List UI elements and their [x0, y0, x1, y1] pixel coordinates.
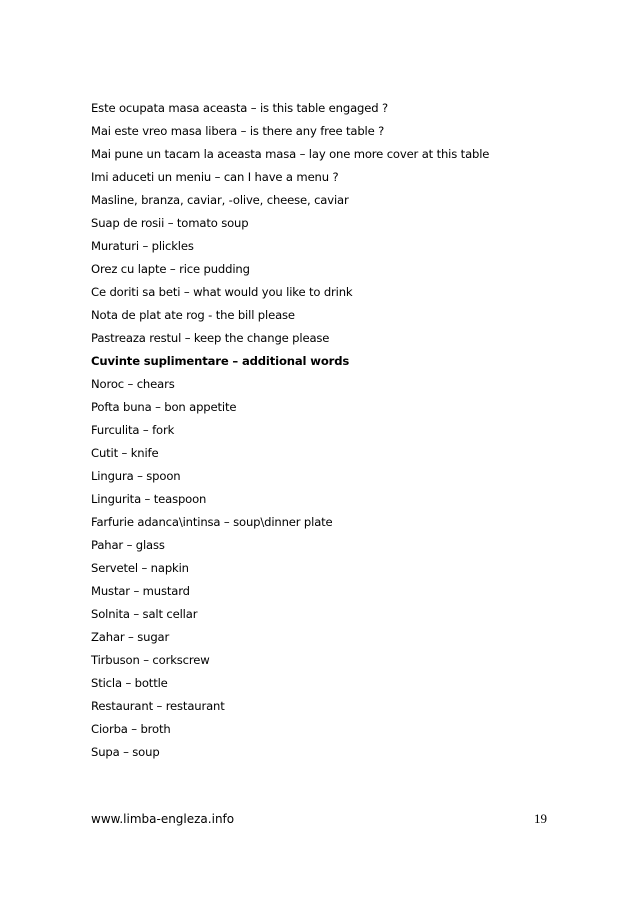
phrase-line: Restaurant – restaurant	[91, 699, 225, 713]
phrase-line: Pofta buna – bon appetite	[91, 400, 237, 414]
phrase-line: Imi aduceti un meniu – can I have a menu ?	[91, 170, 339, 184]
phrase-line: Tirbuson – corkscrew	[91, 653, 210, 667]
phrase-line: Masline, branza, caviar, -olive, cheese, caviar	[91, 193, 349, 207]
phrase-line: Pastreaza restul – keep the change please	[91, 331, 330, 345]
phrase-line: Orez cu lapte – rice pudding	[91, 262, 250, 276]
phrase-line: Lingura – spoon	[91, 469, 181, 483]
phrase-line: Solnita – salt cellar	[91, 607, 198, 621]
phrase-line: Servetel – napkin	[91, 561, 189, 575]
phrase-line: Noroc – chears	[91, 377, 175, 391]
phrase-line: Este ocupata masa aceasta – is this table engaged ?	[91, 101, 388, 115]
phrase-line: Mai este vreo masa libera – is there any free table ?	[91, 124, 385, 138]
phrase-line: Ce doriti sa beti – what would you like to drink	[91, 285, 353, 299]
phrase-line: Farfurie adanca\intinsa – soup\dinner plate	[91, 515, 333, 529]
phrase-line: Nota de plat ate rog - the bill please	[91, 308, 295, 322]
phrase-line: Zahar – sugar	[91, 630, 170, 644]
phrase-line: Furculita – fork	[91, 423, 175, 437]
phrase-line: Supa – soup	[91, 745, 160, 759]
phrase-line: Mustar – mustard	[91, 584, 190, 598]
footer-url: www.limba-engleza.info	[91, 812, 235, 826]
phrase-line: Lingurita – teaspoon	[91, 492, 207, 506]
phrase-line: Pahar – glass	[91, 538, 165, 552]
phrase-line: Cutit – knife	[91, 446, 159, 460]
phrase-line: Mai pune un tacam la aceasta masa – lay one more cover at this table	[91, 147, 490, 161]
phrase-line: Suap de rosii – tomato soup	[91, 216, 249, 230]
phrase-line: Muraturi – plickles	[91, 239, 194, 253]
page-number: 19	[534, 811, 547, 826]
phrase-list	[91, 100, 561, 767]
section-heading: Cuvinte suplimentare – additional words	[91, 354, 350, 368]
phrase-line: Ciorba – broth	[91, 722, 171, 736]
phrase-line: Sticla – bottle	[91, 676, 168, 690]
